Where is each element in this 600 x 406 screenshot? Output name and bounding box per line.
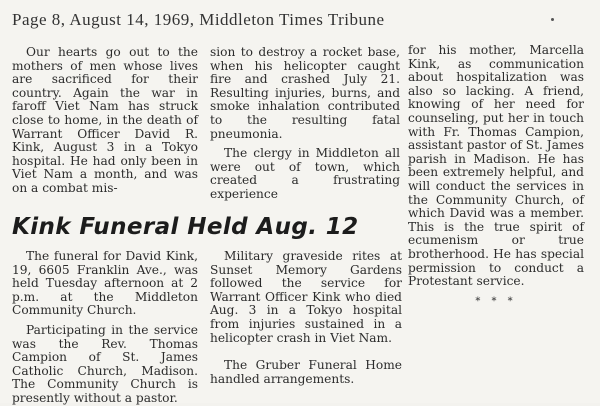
article-paragraph: The Gruber Funeral Home handled arrangements. (210, 358, 402, 386)
article-column-2 (210, 250, 402, 386)
editorial-paragraph: for his mother, Marcella Kink, as communication about hospitalization was also so lacking. A friend, knowing of her need for counseling, put her in touch with Fr. Thomas Campion, assistant pastor of St. James parish in Madison. He has been extremely helpful, and will conduct the services in the Community Church, of which David was a member. This is the true spirit of ecumenism or true brotherhood. He has special permission to conduct a Protestant service. (408, 43, 584, 289)
editorial-column-2 (210, 46, 400, 202)
editorial-paragraph: The clergy in Middleton all were out of town, which created a frustrating experience (210, 146, 400, 201)
editorial-column-3 (408, 44, 584, 308)
article-paragraph: The funeral for David Kink, 19, 6605 Franklin Ave., was held Tuesday afternoon at 2 p.m. at the Middleton Community Church. (12, 249, 198, 318)
section-divider-stars: * * * (475, 295, 517, 307)
editorial-paragraph: Our hearts go out to the mothers of men whose lives are sacrificed for their country. Again the war in faroff Viet Nam has struck close to home, in the death of Warrant Officer David R. Kink, August 3 in a Tokyo hospital. He had only been in Viet Nam a month, and was on a combat mis- (12, 45, 198, 195)
article-paragraph: Military graveside rites at Sunset Memory Gardens followed the service for Warrant Officer Kink who died Aug. 3 in a Tokyo hospital from injuries sustained in a helicopter crash in Viet Nam. (210, 249, 402, 345)
article-column-1 (12, 250, 198, 406)
editorial-paragraph: sion to destroy a rocket base, when his helicopter caught fire and crashed July 21. Resulting injuries, burns, and smoke inhalation contributed to the resulting fatal pneumonia. (210, 45, 400, 141)
article-paragraph: Participating in the service was the Rev. Thomas Campion of St. James Catholic Church, Madison. The Community Church is presently without a pastor. (12, 322, 198, 405)
print-speck (551, 18, 554, 21)
editorial-column-1 (12, 46, 198, 196)
article-headline: Kink Funeral Held Aug. 12 (12, 214, 359, 240)
page-dateline: Page 8, August 14, 1969, Middleton Times Tribune (12, 10, 385, 29)
